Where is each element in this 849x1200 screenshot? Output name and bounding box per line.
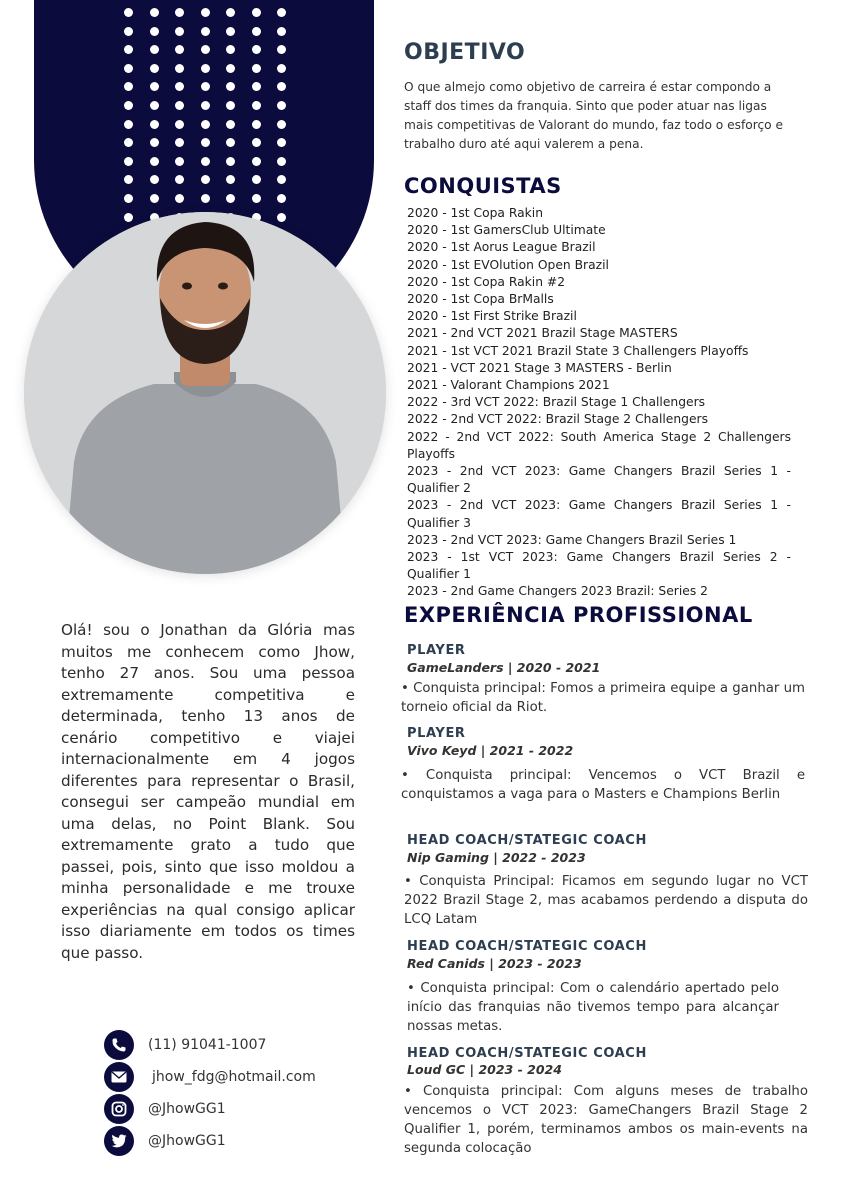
dot bbox=[150, 194, 159, 203]
experience-role: PLAYER bbox=[407, 643, 466, 658]
dot bbox=[124, 8, 133, 17]
email-address[interactable]: jhow_fdg@hotmail.com bbox=[152, 1069, 316, 1085]
dot bbox=[201, 27, 210, 36]
list-item: 2023 - 2nd VCT 2023: Game Changers Brazil Series 1 - Qualifier 2 bbox=[407, 464, 791, 496]
list-item: 2023 - 2nd VCT 2023: Game Changers Brazil Series 1 bbox=[407, 532, 737, 547]
dot bbox=[252, 101, 261, 110]
dot bbox=[226, 138, 235, 147]
dot bbox=[175, 101, 184, 110]
dot bbox=[175, 45, 184, 54]
dot bbox=[150, 157, 159, 166]
dot bbox=[124, 101, 133, 110]
contact-twitter bbox=[104, 1126, 226, 1156]
dot bbox=[201, 8, 210, 17]
profile-photo bbox=[24, 212, 386, 574]
list-item: 2022 - 2nd VCT 2022: South America Stage 2 Challengers Playoffs bbox=[407, 429, 791, 461]
dot bbox=[252, 45, 261, 54]
dot bbox=[150, 138, 159, 147]
phone-icon bbox=[104, 1030, 134, 1060]
dot bbox=[226, 101, 235, 110]
dot bbox=[124, 194, 133, 203]
list-item: 2023 - 2nd Game Changers 2023 Brazil: Series 2 bbox=[407, 584, 708, 599]
list-item: 2023 - 1st VCT 2023: Game Changers Brazil Series 2 - Qualifier 1 bbox=[407, 550, 791, 582]
contact-instagram bbox=[104, 1094, 226, 1124]
dot bbox=[252, 138, 261, 147]
dot bbox=[150, 101, 159, 110]
dot bbox=[252, 8, 261, 17]
dot bbox=[277, 194, 286, 203]
dot bbox=[252, 175, 261, 184]
dot bbox=[252, 64, 261, 73]
experience-org: Red Canids | 2023 - 2023 bbox=[407, 956, 582, 971]
list-item: 2021 - Valorant Champions 2021 bbox=[407, 378, 610, 393]
dot bbox=[150, 82, 159, 91]
list-item: 2021 - VCT 2021 Stage 3 MASTERS - Berlin bbox=[407, 360, 672, 375]
dot bbox=[124, 157, 133, 166]
list-item: 2020 - 1st Aorus League Brazil bbox=[407, 240, 596, 255]
objective-heading: OBJETIVO bbox=[404, 40, 526, 65]
dot bbox=[124, 82, 133, 91]
list-item: 2020 - 1st GamersClub Ultimate bbox=[407, 223, 606, 238]
dot bbox=[277, 101, 286, 110]
experience-role: HEAD COACH/STATEGIC COACH bbox=[407, 939, 647, 954]
dot bbox=[175, 157, 184, 166]
dot bbox=[124, 45, 133, 54]
dot bbox=[277, 157, 286, 166]
list-item: 2020 - 1st First Strike Brazil bbox=[407, 309, 577, 324]
dot bbox=[226, 175, 235, 184]
list-item: 2022 - 3rd VCT 2022: Brazil Stage 1 Challengers bbox=[407, 395, 706, 410]
list-item: 2020 - 1st Copa Rakin #2 bbox=[407, 274, 566, 289]
list-item: 2023 - 2nd VCT 2023: Game Changers Brazil Series 1 - Qualifier 3 bbox=[407, 498, 791, 530]
list-item: 2021 - 2nd VCT 2021 Brazil Stage MASTERS bbox=[407, 326, 678, 341]
dot bbox=[226, 64, 235, 73]
dot bbox=[252, 194, 261, 203]
dot bbox=[124, 27, 133, 36]
dot bbox=[226, 120, 235, 129]
list-item: 2020 - 1st EVOlution Open Brazil bbox=[407, 257, 609, 272]
dot bbox=[226, 194, 235, 203]
dot bbox=[226, 82, 235, 91]
experience-role: PLAYER bbox=[407, 726, 466, 741]
objective-text: O que almejo como objetivo de carreira é estar compondo a staff dos times da franquia. Sinto que poder atuar nas ligas mais competitivas de Valorant do mundo, faz todo o esforço e trabalho duro até aqui valerem a pena. bbox=[404, 80, 783, 151]
dot bbox=[201, 64, 210, 73]
experience-org: Nip Gaming | 2022 - 2023 bbox=[407, 850, 586, 865]
experience-role: HEAD COACH/STATEGIC COACH bbox=[407, 833, 647, 848]
twitter-handle[interactable]: @JhowGG1 bbox=[148, 1133, 226, 1149]
dot bbox=[201, 175, 210, 184]
experience-desc: • Conquista principal: Com o calendário apertado pelo início das franquias não tivemos tempo para alcançar nossas metas. bbox=[407, 981, 779, 1034]
experience-role: HEAD COACH/STATEGIC COACH bbox=[407, 1046, 647, 1061]
dot bbox=[150, 120, 159, 129]
dot bbox=[150, 175, 159, 184]
dot bbox=[124, 64, 133, 73]
dot bbox=[201, 120, 210, 129]
dot bbox=[150, 8, 159, 17]
person-illustration bbox=[24, 212, 386, 574]
instagram-handle[interactable]: @JhowGG1 bbox=[148, 1101, 226, 1117]
experience-desc: • Conquista principal: Fomos a primeira equipe a ganhar um torneio oficial da Riot. bbox=[401, 681, 805, 715]
dot bbox=[175, 64, 184, 73]
dot bbox=[175, 82, 184, 91]
dot bbox=[150, 64, 159, 73]
dot bbox=[124, 213, 133, 222]
dot bbox=[201, 194, 210, 203]
dot bbox=[277, 120, 286, 129]
twitter-icon bbox=[104, 1126, 134, 1156]
list-item: 2022 - 2nd VCT 2022: Brazil Stage 2 Challengers bbox=[407, 412, 708, 427]
dot bbox=[201, 45, 210, 54]
dot-pattern bbox=[124, 8, 304, 228]
dot bbox=[277, 64, 286, 73]
dot bbox=[175, 120, 184, 129]
dot bbox=[124, 120, 133, 129]
dot bbox=[277, 27, 286, 36]
experience-heading: EXPERIÊNCIA PROFISSIONAL bbox=[404, 603, 753, 627]
dot bbox=[124, 138, 133, 147]
dot bbox=[150, 27, 159, 36]
experience-org: Vivo Keyd | 2021 - 2022 bbox=[407, 743, 574, 758]
dot bbox=[201, 157, 210, 166]
email-icon bbox=[104, 1062, 134, 1092]
instagram-icon bbox=[104, 1094, 134, 1124]
experience-desc: • Conquista principal: Vencemos o VCT Brazil e conquistamos a vaga para o Masters e Champions Berlin bbox=[401, 768, 805, 802]
experience-org: GameLanders | 2020 - 2021 bbox=[407, 660, 601, 675]
experience-desc: • Conquista principal: Com alguns meses de trabalho vencemos o VCT 2023: GameChangers Brazil Stage 2 Qualifier 1, porém, terminamos ambos os main-events na segunda colocação bbox=[404, 1084, 808, 1156]
experience-desc: • Conquista Principal: Ficamos em segundo lugar no VCT 2022 Brazil Stage 2, mas acabamos perdendo a disputa do LCQ Latam bbox=[404, 874, 808, 927]
achievements-list bbox=[407, 205, 791, 601]
contact-email bbox=[104, 1062, 316, 1092]
dot bbox=[226, 45, 235, 54]
dot bbox=[175, 27, 184, 36]
dot bbox=[201, 138, 210, 147]
phone-number[interactable]: (11) 91041-1007 bbox=[148, 1037, 267, 1053]
list-item: 2020 - 1st Copa Rakin bbox=[407, 206, 544, 220]
dot bbox=[252, 157, 261, 166]
dot bbox=[277, 82, 286, 91]
list-item: 2021 - 1st VCT 2021 Brazil State 3 Challengers Playoffs bbox=[407, 343, 749, 358]
dot bbox=[175, 8, 184, 17]
dot bbox=[150, 45, 159, 54]
dot bbox=[277, 213, 286, 222]
dot bbox=[226, 8, 235, 17]
dot bbox=[124, 175, 133, 184]
dot bbox=[226, 157, 235, 166]
dot bbox=[175, 175, 184, 184]
dot bbox=[277, 45, 286, 54]
dot bbox=[201, 82, 210, 91]
dot bbox=[175, 138, 184, 147]
dot bbox=[175, 194, 184, 203]
intro-text: Olá! sou o Jonathan da Glória mas muitos me conhecem como Jhow, tenho 27 anos. Sou uma pessoa extremamente competitiva e determinada, tenho 13 anos de cenário competitivo e viajei internacionalmente em 4 jogos diferentes para representar o Brasil, consegui ser campeão mundial em uma delas, no Point Blank. Sou extremamente grato a tudo que passei, pois, sinto que isso moldou a minha personalidade e me trouxe experiências na qual consigo aplicar isso diariamente em todos os times que passo. bbox=[61, 621, 355, 962]
dot bbox=[252, 82, 261, 91]
dot bbox=[201, 101, 210, 110]
list-item: 2020 - 1st Copa BrMalls bbox=[407, 292, 554, 307]
experience-org: Loud GC | 2023 - 2024 bbox=[407, 1062, 562, 1077]
dot bbox=[277, 8, 286, 17]
dot bbox=[252, 27, 261, 36]
achievements-heading: CONQUISTAS bbox=[404, 174, 562, 198]
dot bbox=[277, 138, 286, 147]
dot bbox=[252, 120, 261, 129]
dot bbox=[277, 175, 286, 184]
contact-phone bbox=[104, 1030, 266, 1060]
dot bbox=[226, 27, 235, 36]
